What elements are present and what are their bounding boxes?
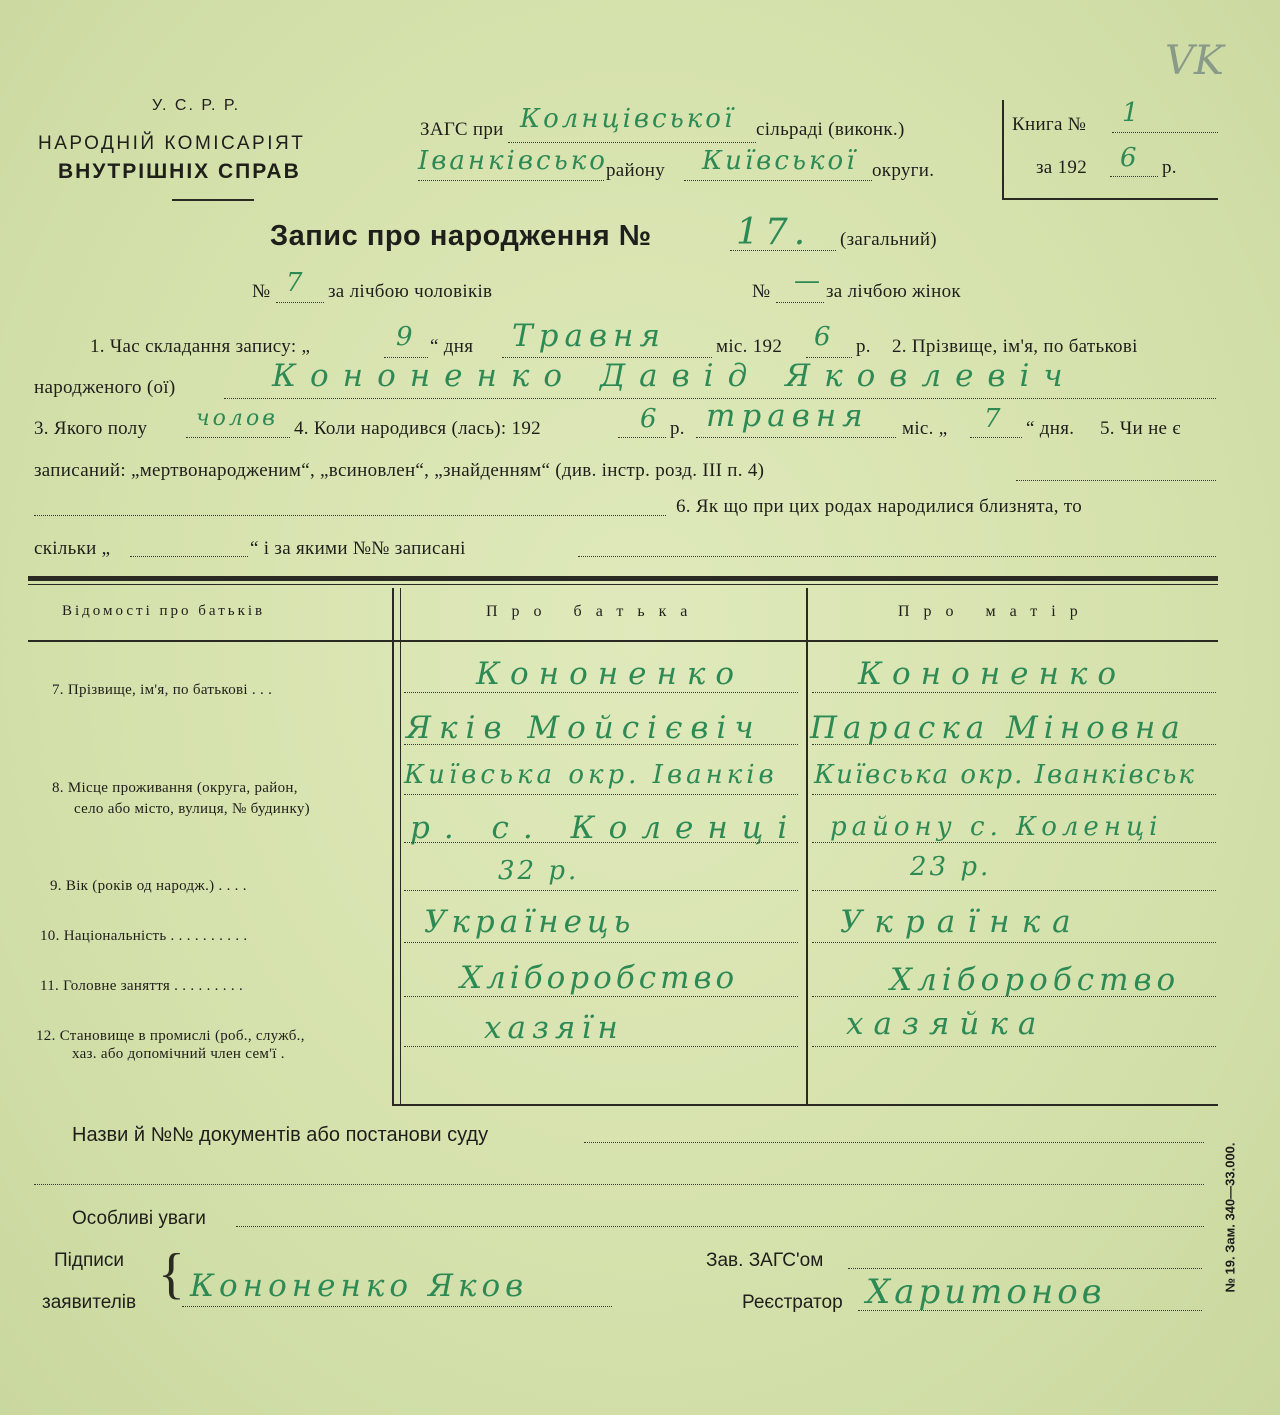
female-count-prefix: №: [752, 281, 771, 302]
field1-day: 9: [396, 322, 416, 352]
row11-mother-line: [812, 996, 1216, 997]
record-number: 17.: [736, 212, 812, 253]
field4-year-line: [618, 437, 666, 438]
field4-year-digit: 6: [640, 404, 660, 434]
female-count-label: за лічбою жінок: [826, 281, 961, 302]
row9-mother-line: [812, 890, 1216, 891]
documents-label: Назви й №№ документів або постанови суду: [72, 1124, 489, 1146]
field5-label: 5. Чи не є: [1100, 418, 1181, 439]
row7-father-line-2: [404, 744, 798, 745]
table-bottom-rule: [392, 1104, 1218, 1106]
table-col-header-mother: Про матір: [898, 603, 1092, 620]
table-header-rule: [28, 640, 1218, 642]
field3-value: чолов: [196, 406, 278, 431]
male-count-prefix: №: [252, 281, 271, 302]
row9-label: 9. Вік (років од народж.) . . . .: [50, 878, 247, 894]
corner-mark: VK: [1165, 38, 1224, 84]
zags-label: ЗАГС при: [420, 119, 504, 140]
book-label: Книга №: [1012, 114, 1087, 135]
field4-day-label: “ дня.: [1026, 418, 1075, 439]
row8-father-1: Київська окр. Іванків: [404, 760, 778, 790]
row8-father-2: р. с. Коленці: [410, 810, 802, 846]
row10-mother: Українка: [840, 904, 1083, 940]
field4-year-suffix: р.: [670, 418, 685, 439]
notes-line: [236, 1226, 1204, 1227]
field3-label: 3. Якого полу: [34, 418, 148, 439]
registrar-line: [858, 1310, 1202, 1311]
table-col-header-father: Про батька: [486, 603, 702, 620]
table-col-divider-2: [806, 588, 808, 1106]
header-rule: [172, 199, 254, 201]
table-col-divider-1b: [400, 588, 401, 1106]
row8-father-line-1: [404, 794, 798, 795]
book-year-suffix: р.: [1162, 157, 1177, 178]
row8-father-line-2: [404, 842, 798, 843]
row12-mother: хазяйка: [846, 1006, 1047, 1042]
record-title: Запис про народження №: [270, 220, 652, 252]
row9-father-line: [404, 890, 798, 891]
row7-father-line-1: [404, 692, 798, 693]
zags-village-value: Колнцівської: [520, 104, 736, 134]
row7-father-1: Кононенко: [476, 656, 745, 692]
row10-mother-line: [812, 942, 1216, 943]
zags-district-line: [418, 180, 604, 181]
field6-records-line: [578, 556, 1216, 557]
male-count-number: 7: [286, 268, 306, 298]
field1-year-label: міс. 192: [716, 336, 783, 357]
zags-okrug-value: Київської: [702, 146, 858, 176]
row7-mother-line-1: [812, 692, 1216, 693]
applicant-signature-line: [182, 1306, 612, 1307]
row12-mother-line: [812, 1046, 1216, 1047]
row12-label-1: 12. Становище в промислі (роб., служб.,: [36, 1028, 305, 1044]
header-commissariat: НАРОДНІЙ КОМІСАРІЯТ: [38, 133, 306, 154]
field1-label: 1. Час складання запису: „: [90, 336, 311, 357]
book-number-line: [1112, 132, 1218, 133]
male-count-label: за лічбою чоловіків: [328, 281, 493, 302]
book-box-left: [1002, 100, 1004, 200]
applicant-signature: Кононенко Яков: [190, 1268, 529, 1304]
documents-line: [584, 1142, 1204, 1143]
table-top-rule-2: [28, 584, 1218, 585]
row12-label-2: хаз. або допомічний член сем'ї .: [72, 1046, 285, 1062]
row8-mother-2: району с. Коленці: [830, 812, 1163, 842]
book-box-bottom: [1002, 198, 1218, 200]
head-line: [848, 1268, 1202, 1269]
field1-year-digit: 6: [814, 322, 834, 352]
table-col-divider-1a: [392, 588, 394, 1106]
row8-mother-1: Київська окр. Іванківськ: [814, 760, 1196, 790]
row10-label: 10. Національність . . . . . . . . . .: [40, 928, 248, 944]
row7-father-2: Яків Мойсієвіч: [406, 710, 762, 746]
field6-label: 6. Як що при цих родах народилися близнята, то: [676, 496, 1083, 517]
row11-father-line: [404, 996, 798, 997]
row10-father: Українець: [424, 904, 636, 940]
field4-month: травня: [706, 398, 869, 434]
table-col-header-info: Відомості про батьків: [62, 603, 266, 619]
field3-line: [186, 437, 290, 438]
field4-day: 7: [984, 404, 1004, 434]
book-year-line: [1110, 176, 1158, 177]
row8-mother-line-1: [812, 794, 1216, 795]
registrar-label: Реєстратор: [742, 1292, 843, 1313]
signatures-label-1: Підписи: [54, 1250, 124, 1271]
row7-mother-line-2: [812, 744, 1216, 745]
row8-mother-line-2: [812, 842, 1216, 843]
female-count-line: [776, 302, 824, 303]
zags-okrug-line: [684, 180, 872, 181]
zags-okrug-label: округи.: [872, 160, 935, 181]
record-number-line: [730, 250, 836, 251]
book-year-prefix: за 192: [1036, 157, 1087, 178]
row11-mother: Хліборобство: [890, 962, 1181, 998]
field1-day-label: “ дня: [430, 336, 474, 357]
header-ussr: У. С. Р. Р.: [152, 97, 241, 114]
book-number: 1: [1122, 98, 1142, 128]
field1-month: Травня: [512, 318, 666, 354]
zags-council-label: сільраді (виконк.): [756, 119, 905, 140]
field2-value: Кононенко Давід Яковлевіч: [272, 358, 1077, 394]
book-year-digit: 6: [1120, 143, 1140, 173]
female-count-number: —: [794, 266, 823, 296]
row8-label-2: село або місто, вулиця, № будинку): [74, 801, 310, 817]
side-print: № 19. Зам. 340—33.000.: [1222, 1142, 1238, 1293]
signatures-brace: {: [158, 1243, 186, 1305]
field1-year-suffix: р.: [856, 336, 871, 357]
record-title-suffix: (загальний): [840, 229, 937, 250]
zags-district-label: району: [606, 160, 666, 181]
field6-label-cont: скільки „: [34, 538, 111, 559]
row10-father-line: [404, 942, 798, 943]
field6-label-mid: “ і за якими №№ записані: [250, 538, 466, 559]
field6-count-line: [130, 556, 248, 557]
notes-label: Особливі уваги: [72, 1208, 206, 1229]
field2-label: 2. Прізвище, ім'я, по батькові: [892, 336, 1138, 357]
row12-father: хазяїн: [484, 1010, 624, 1046]
field4-month-line: [696, 437, 896, 438]
header-department: ВНУТРІШНІХ СПРАВ: [58, 160, 301, 183]
row7-mother-2: Параска Міновна: [810, 710, 1186, 746]
row9-mother: 23 р.: [910, 852, 992, 882]
row11-father: Хліборобство: [460, 960, 739, 996]
field4-month-label: міс. „: [902, 418, 948, 439]
table-top-rule-1: [28, 576, 1218, 581]
row11-label: 11. Головне заняття . . . . . . . . .: [40, 978, 244, 994]
field2-label-cont: народженого (ої): [34, 377, 176, 398]
field4-day-line: [970, 437, 1022, 438]
registrar-signature: Харитонов: [866, 1272, 1106, 1312]
zags-village-line: [508, 142, 756, 143]
row7-mother-1: Кононенко: [858, 656, 1127, 692]
zags-district-value: Іванківсько: [418, 146, 608, 176]
field5-label-cont: записаний: „мертвонародженим“, „всиновлен“, „знайденням“ (див. інстр. розд. III п. 4): [34, 460, 765, 481]
head-label: Зав. ЗАГС'ом: [706, 1250, 824, 1271]
field5-line: [1016, 480, 1216, 481]
male-count-line: [276, 302, 324, 303]
documents-line-2: [34, 1184, 1204, 1185]
row8-label-1: 8. Місце проживання (округа, район,: [52, 780, 298, 796]
row9-father: 32 р.: [498, 856, 580, 886]
row12-father-line: [404, 1046, 798, 1047]
field4-label: 4. Коли народився (лась): 192: [294, 418, 541, 439]
field6-pre-line: [34, 515, 666, 516]
signatures-label-2: заявителів: [42, 1292, 137, 1313]
row7-label: 7. Прізвище, ім'я, по батькові . . .: [52, 682, 273, 698]
